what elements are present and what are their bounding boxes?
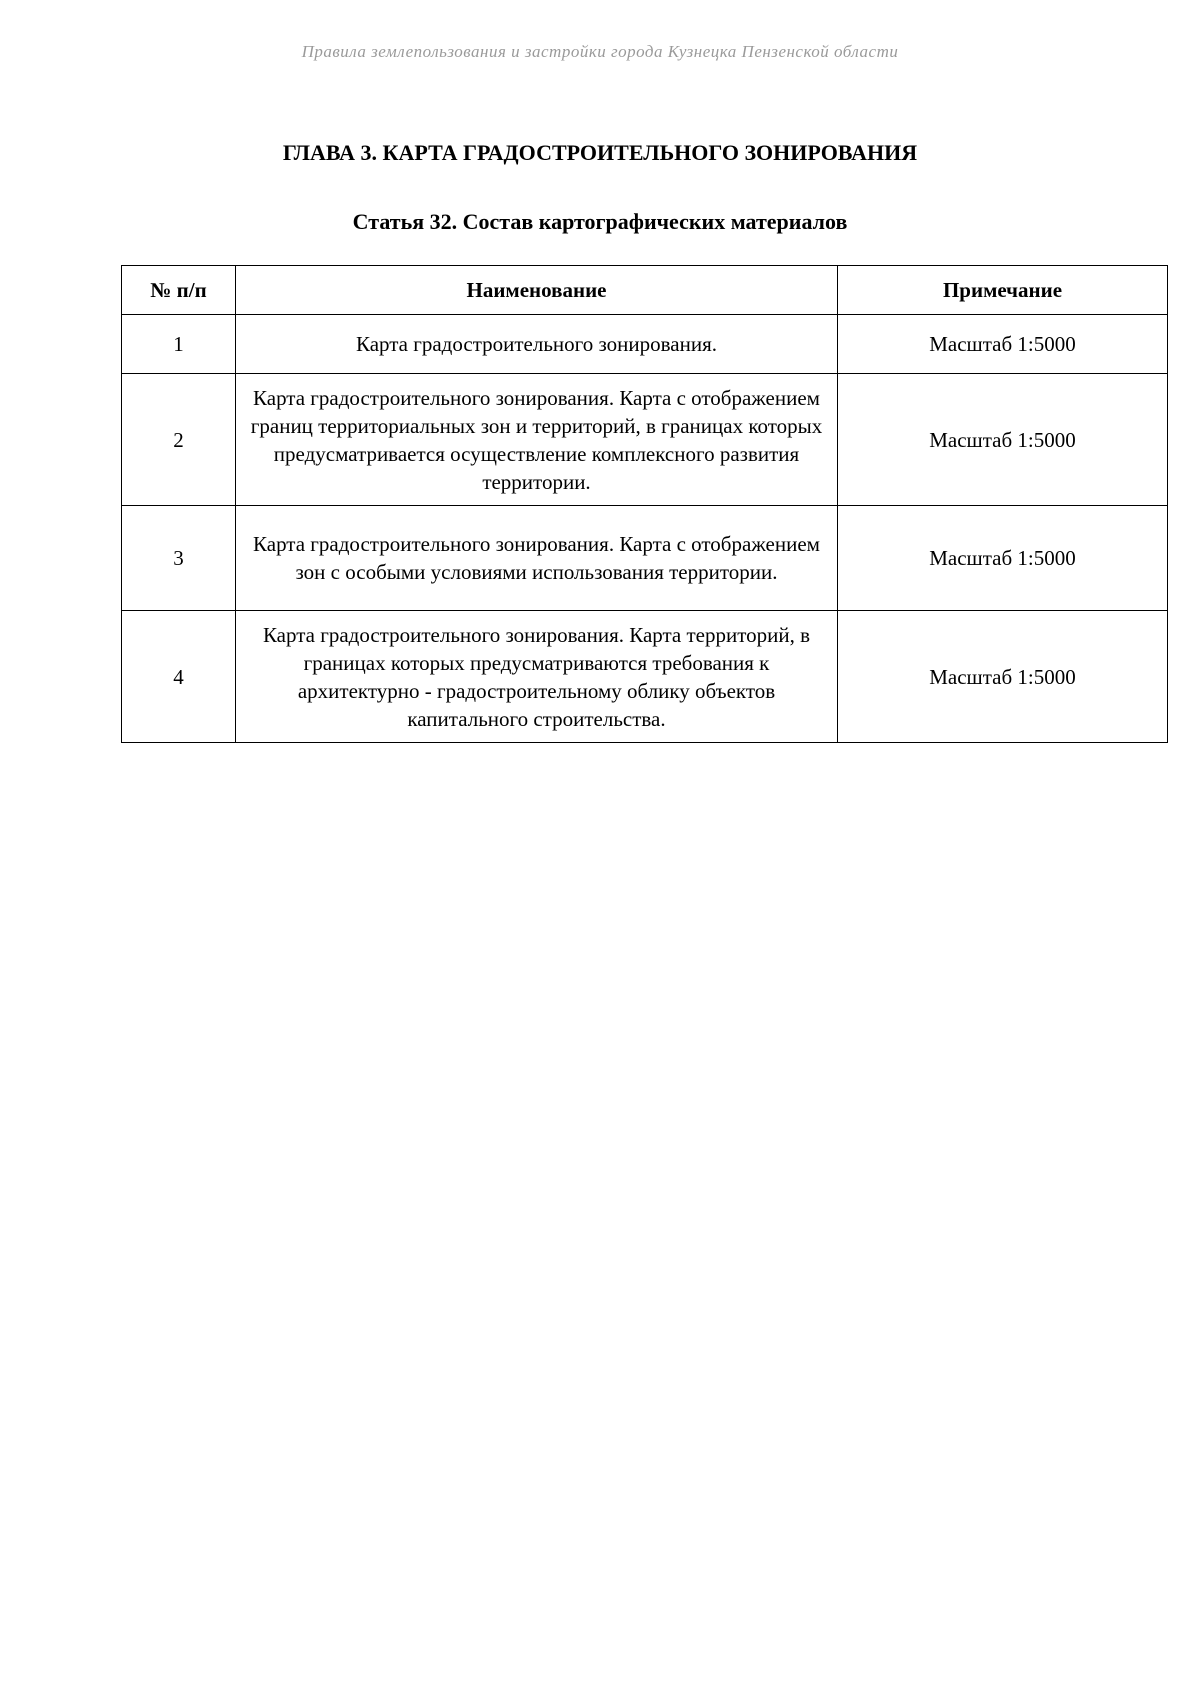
row-name: Карта градостроительного зонирования. Карта с отображением границ территориальных зон и территорий, в границах которых предусматривается осуществление комплексного развития территории. <box>236 374 838 506</box>
row-note: Масштаб 1:5000 <box>838 315 1168 374</box>
header-number: № п/п <box>122 266 236 315</box>
row-number: 1 <box>122 315 236 374</box>
row-number: 3 <box>122 506 236 611</box>
row-note: Масштаб 1:5000 <box>838 506 1168 611</box>
table-row <box>122 506 1168 611</box>
row-name: Карта градостроительного зонирования. <box>236 315 838 374</box>
running-header: Правила землепользования и застройки города Кузнецка Пензенской области <box>301 42 899 61</box>
row-note: Масштаб 1:5000 <box>838 374 1168 506</box>
table-row <box>122 315 1168 374</box>
article-title: Статья 32. Состав картографических материалов <box>352 209 848 234</box>
header-name: Наименование <box>236 266 838 315</box>
row-name: Карта градостроительного зонирования. Карта с отображением зон с особыми условиями использования территории. <box>236 506 838 611</box>
chapter-title: ГЛАВА 3. КАРТА ГРАДОСТРОИТЕЛЬНОГО ЗОНИРОВАНИЯ <box>282 140 918 165</box>
row-number: 4 <box>122 611 236 743</box>
materials-table <box>121 265 1168 743</box>
row-note: Масштаб 1:5000 <box>838 611 1168 743</box>
table-header-row <box>122 266 1168 315</box>
row-number: 2 <box>122 374 236 506</box>
table-row <box>122 374 1168 506</box>
row-name: Карта градостроительного зонирования. Карта территорий, в границах которых предусматриваются требования к архитектурно - градостроительному облику объектов капитального строительства. <box>236 611 838 743</box>
header-note: Примечание <box>838 266 1168 315</box>
table-row <box>122 611 1168 743</box>
